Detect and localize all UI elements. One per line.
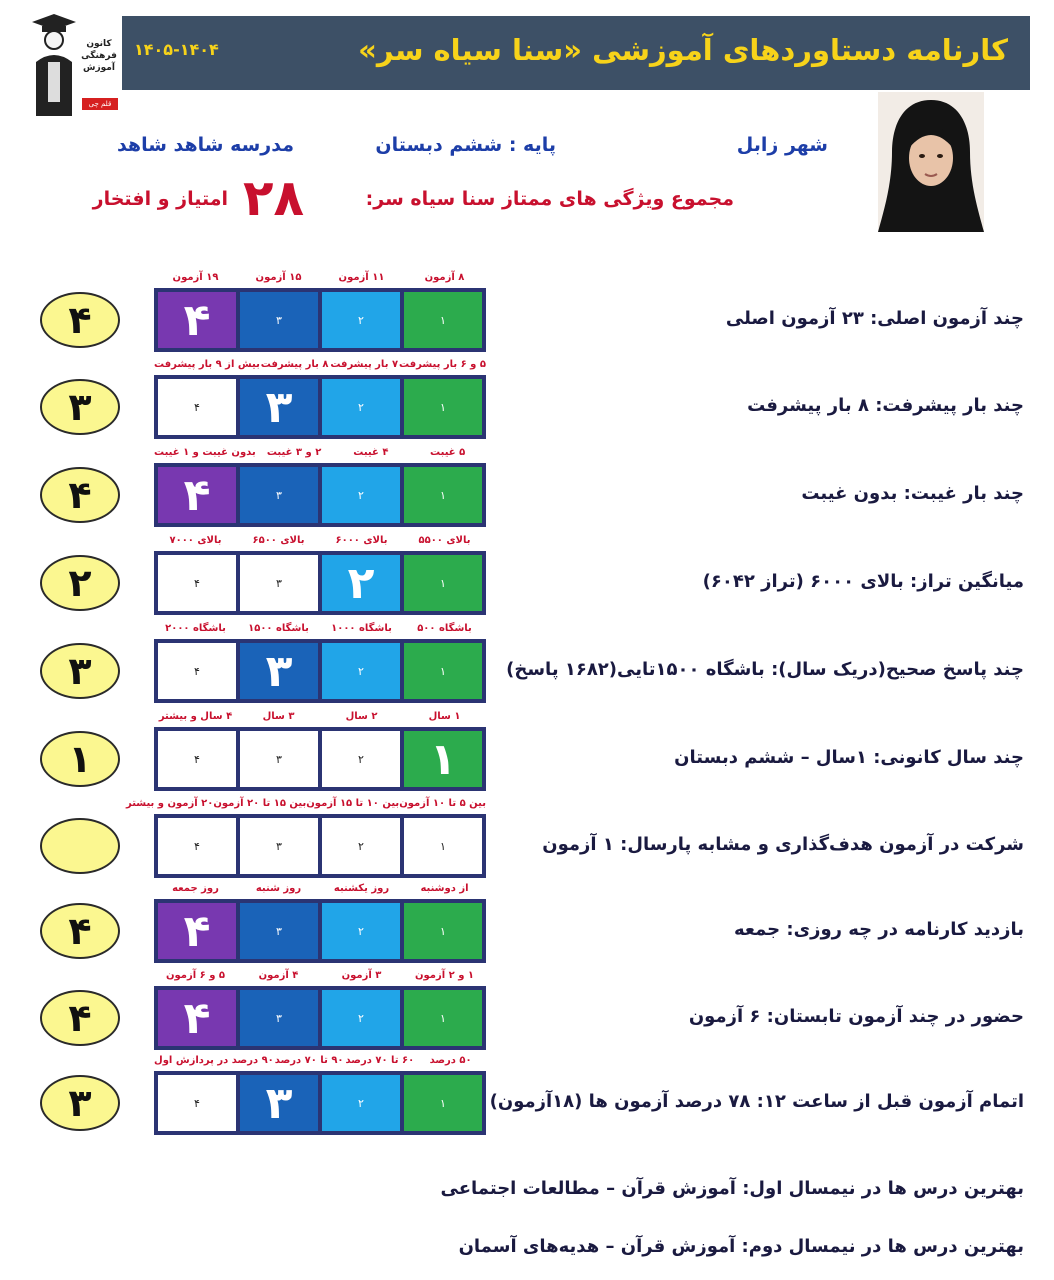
criterion-text: میانگین تراز: بالای ۶۰۰۰ (تراز ۶۰۴۲)	[702, 571, 1024, 592]
level-cell: ۲	[322, 467, 400, 523]
criterion-text: چند بار پیشرفت: ۸ بار پیشرفت	[747, 395, 1024, 416]
level-label: روز جمعه	[172, 883, 219, 894]
level-cell: ۱	[404, 292, 482, 348]
level-cell: ۲	[322, 1075, 400, 1131]
level-cell: ۳	[240, 818, 318, 874]
level-label: ۹۰ تا ۷۰ درصد	[274, 1055, 344, 1066]
page-title: کارنامه دستاوردهای آموزشی «سنا سیاه سر»	[358, 33, 1008, 67]
level-cell: ۴	[158, 292, 236, 348]
level-labels	[154, 623, 486, 637]
student-photo	[878, 92, 984, 232]
score-badge: ۴	[40, 292, 120, 348]
level-label: ۵۰ درصد	[429, 1055, 472, 1066]
level-label: ۴ سال و بیشتر	[158, 711, 233, 722]
criterion-text: چند سال کانونی: ۱سال – ششم دبستان	[674, 747, 1024, 768]
logo-tag: قلم چی	[82, 98, 118, 110]
best-courses-first: بهترین درس ها در نیمسال اول: آموزش قرآن – مطالعات اجتماعی	[440, 1178, 1024, 1199]
level-label: روز یکشنبه	[333, 883, 390, 894]
level-label: ۵ و ۶ بار پیشرفت	[398, 359, 486, 370]
grade: پایه : ششم دبستان	[375, 134, 556, 156]
level-label: ۸ بار پیشرفت	[260, 359, 329, 370]
level-grid	[154, 463, 486, 527]
score-badge: ۳	[40, 643, 120, 699]
level-label: بالای ۶۰۰۰	[335, 535, 388, 546]
level-cell: ۴	[158, 1075, 236, 1131]
score-badge: ۳	[40, 379, 120, 435]
level-label: ۵ و ۶ آزمون	[165, 970, 226, 981]
level-grid	[154, 899, 486, 963]
level-labels	[154, 970, 486, 984]
level-cell: ۲	[322, 555, 400, 611]
level-label: ۱ سال	[428, 711, 461, 722]
level-cell: ۲	[322, 731, 400, 787]
school: مدرسه شاهد شاهد	[116, 134, 294, 156]
level-label: ۱۵ آزمون	[255, 272, 302, 283]
level-label: ۶۰ تا ۷۰ درصد	[345, 1055, 415, 1066]
level-cell: ۳	[240, 643, 318, 699]
level-label: ۲ سال	[345, 711, 378, 722]
level-label: ۴ غیبت	[353, 447, 389, 458]
level-cell: ۴	[158, 467, 236, 523]
level-cell: ۳	[240, 379, 318, 435]
level-cell: ۲	[322, 903, 400, 959]
level-label: روز شنبه	[255, 883, 302, 894]
level-cell: ۳	[240, 467, 318, 523]
level-label: باشگاه ۱۵۰۰	[248, 623, 309, 634]
score-badge: ۴	[40, 903, 120, 959]
level-grid	[154, 814, 486, 878]
level-cell: ۱	[404, 731, 482, 787]
level-label: بیش از ۹ بار پیشرفت	[153, 359, 260, 370]
summary-label: مجموع ویژگی های ممتاز سنا سیاه سر:	[365, 188, 734, 210]
level-labels	[125, 798, 486, 812]
level-cell: ۱	[404, 379, 482, 435]
level-label: بالای ۷۰۰۰	[169, 535, 222, 546]
level-labels	[154, 272, 486, 286]
level-cell: ۱	[404, 1075, 482, 1131]
level-label: ۷ بار پیشرفت	[330, 359, 399, 370]
level-labels	[154, 359, 486, 373]
level-cell: ۳	[240, 292, 318, 348]
score-badge: ۴	[40, 990, 120, 1046]
level-labels	[154, 447, 486, 461]
level-label: بالای ۵۵۰۰	[418, 535, 471, 546]
level-cell: ۴	[158, 903, 236, 959]
level-label: ۱۱ آزمون	[338, 272, 385, 283]
level-cell: ۳	[240, 731, 318, 787]
level-cell: ۴	[158, 379, 236, 435]
level-cell: ۳	[240, 903, 318, 959]
level-label: ۹۰ درصد در پردازش اول	[154, 1055, 274, 1066]
level-label: باشگاه ۲۰۰۰	[165, 623, 226, 634]
level-labels	[154, 1055, 486, 1069]
level-cell: ۳	[240, 555, 318, 611]
level-grid	[154, 639, 486, 703]
level-label: بین ۱۰ تا ۱۵ آزمون	[306, 798, 400, 809]
score-badge: ۲	[40, 555, 120, 611]
level-grid	[154, 375, 486, 439]
level-cell: ۳	[240, 1075, 318, 1131]
level-labels	[154, 535, 486, 549]
level-labels	[154, 883, 486, 897]
level-cell: ۱	[404, 990, 482, 1046]
criterion-text: بازدید کارنامه در چه روزی: جمعه	[734, 919, 1024, 940]
level-label: ۲ و ۳ غیبت	[266, 447, 322, 458]
level-label: ۴ آزمون	[258, 970, 299, 981]
level-cell: ۴	[158, 818, 236, 874]
level-cell: ۲	[322, 818, 400, 874]
level-label: باشگاه ۱۰۰۰	[331, 623, 392, 634]
level-cell: ۲	[322, 990, 400, 1046]
points-label: امتیاز و افتخار	[92, 188, 228, 210]
level-label: ۵ غیبت	[430, 447, 466, 458]
criterion-text: چند پاسخ صحیح(دریک سال): باشگاه ۱۵۰۰تایی(۱۶۸۲ پاسخ)	[506, 659, 1024, 680]
criterion-text: چند آزمون اصلی: ۲۳ آزمون اصلی	[725, 308, 1024, 329]
level-cell: ۴	[158, 555, 236, 611]
level-grid	[154, 288, 486, 352]
header-bar	[122, 16, 1030, 90]
score-badge	[40, 818, 120, 874]
level-grid	[154, 551, 486, 615]
level-cell: ۴	[158, 990, 236, 1046]
level-label: بالای ۶۵۰۰	[252, 535, 305, 546]
score-badge: ۱	[40, 731, 120, 787]
level-label: ۳ سال	[262, 711, 295, 722]
level-label: باشگاه ۵۰۰	[417, 623, 472, 634]
level-cell: ۴	[158, 643, 236, 699]
level-label: بین ۱۵ تا ۲۰ آزمون	[213, 798, 307, 809]
graduate-figure-icon	[28, 12, 78, 118]
score-badge: ۳	[40, 1075, 120, 1131]
level-label: ۸ آزمون	[424, 272, 465, 283]
level-cell: ۲	[322, 379, 400, 435]
city: شهر زابل	[736, 134, 828, 156]
total-points: ۲۸	[242, 169, 304, 227]
level-cell: ۱	[404, 467, 482, 523]
academic-years: ۱۴۰۵-۱۴۰۴	[134, 40, 219, 59]
level-cell: ۱	[404, 818, 482, 874]
criterion-text: شرکت در آزمون هدف‌گذاری و مشابه پارسال: ۱ آزمون	[542, 834, 1024, 855]
level-label: ۱۹ آزمون	[172, 272, 219, 283]
level-label: از دوشنبه	[420, 883, 469, 894]
level-cell: ۲	[322, 643, 400, 699]
level-grid	[154, 1071, 486, 1135]
level-cell: ۱	[404, 555, 482, 611]
score-badge: ۴	[40, 467, 120, 523]
level-label: ۲۰ آزمون و بیشتر	[125, 798, 214, 809]
level-cell: ۱	[404, 903, 482, 959]
logo-text: کانون فرهنگی آموزش	[81, 39, 117, 73]
criterion-text: حضور در چند آزمون تابستان: ۶ آزمون	[688, 1006, 1024, 1027]
level-cell: ۱	[404, 643, 482, 699]
logo	[28, 12, 122, 118]
criterion-text: اتمام آزمون قبل از ساعت ۱۲: ۷۸ درصد آزمون ها (۱۸آزمون)	[489, 1091, 1024, 1112]
level-cell: ۴	[158, 731, 236, 787]
best-courses-second: بهترین درس ها در نیمسال دوم: آموزش قرآن – هدیه‌های آسمان	[458, 1236, 1024, 1257]
level-label: بین ۵ تا ۱۰ آزمون	[399, 798, 486, 809]
level-grid	[154, 986, 486, 1050]
level-cell: ۲	[322, 292, 400, 348]
level-label: بدون غیبت و ۱ غیبت	[154, 447, 256, 458]
level-cell: ۳	[240, 990, 318, 1046]
level-label: ۱ و ۲ آزمون	[414, 970, 475, 981]
criterion-text: چند بار غیبت: بدون غیبت	[801, 483, 1024, 504]
level-labels	[154, 711, 486, 725]
level-label: ۳ آزمون	[341, 970, 382, 981]
level-grid	[154, 727, 486, 791]
